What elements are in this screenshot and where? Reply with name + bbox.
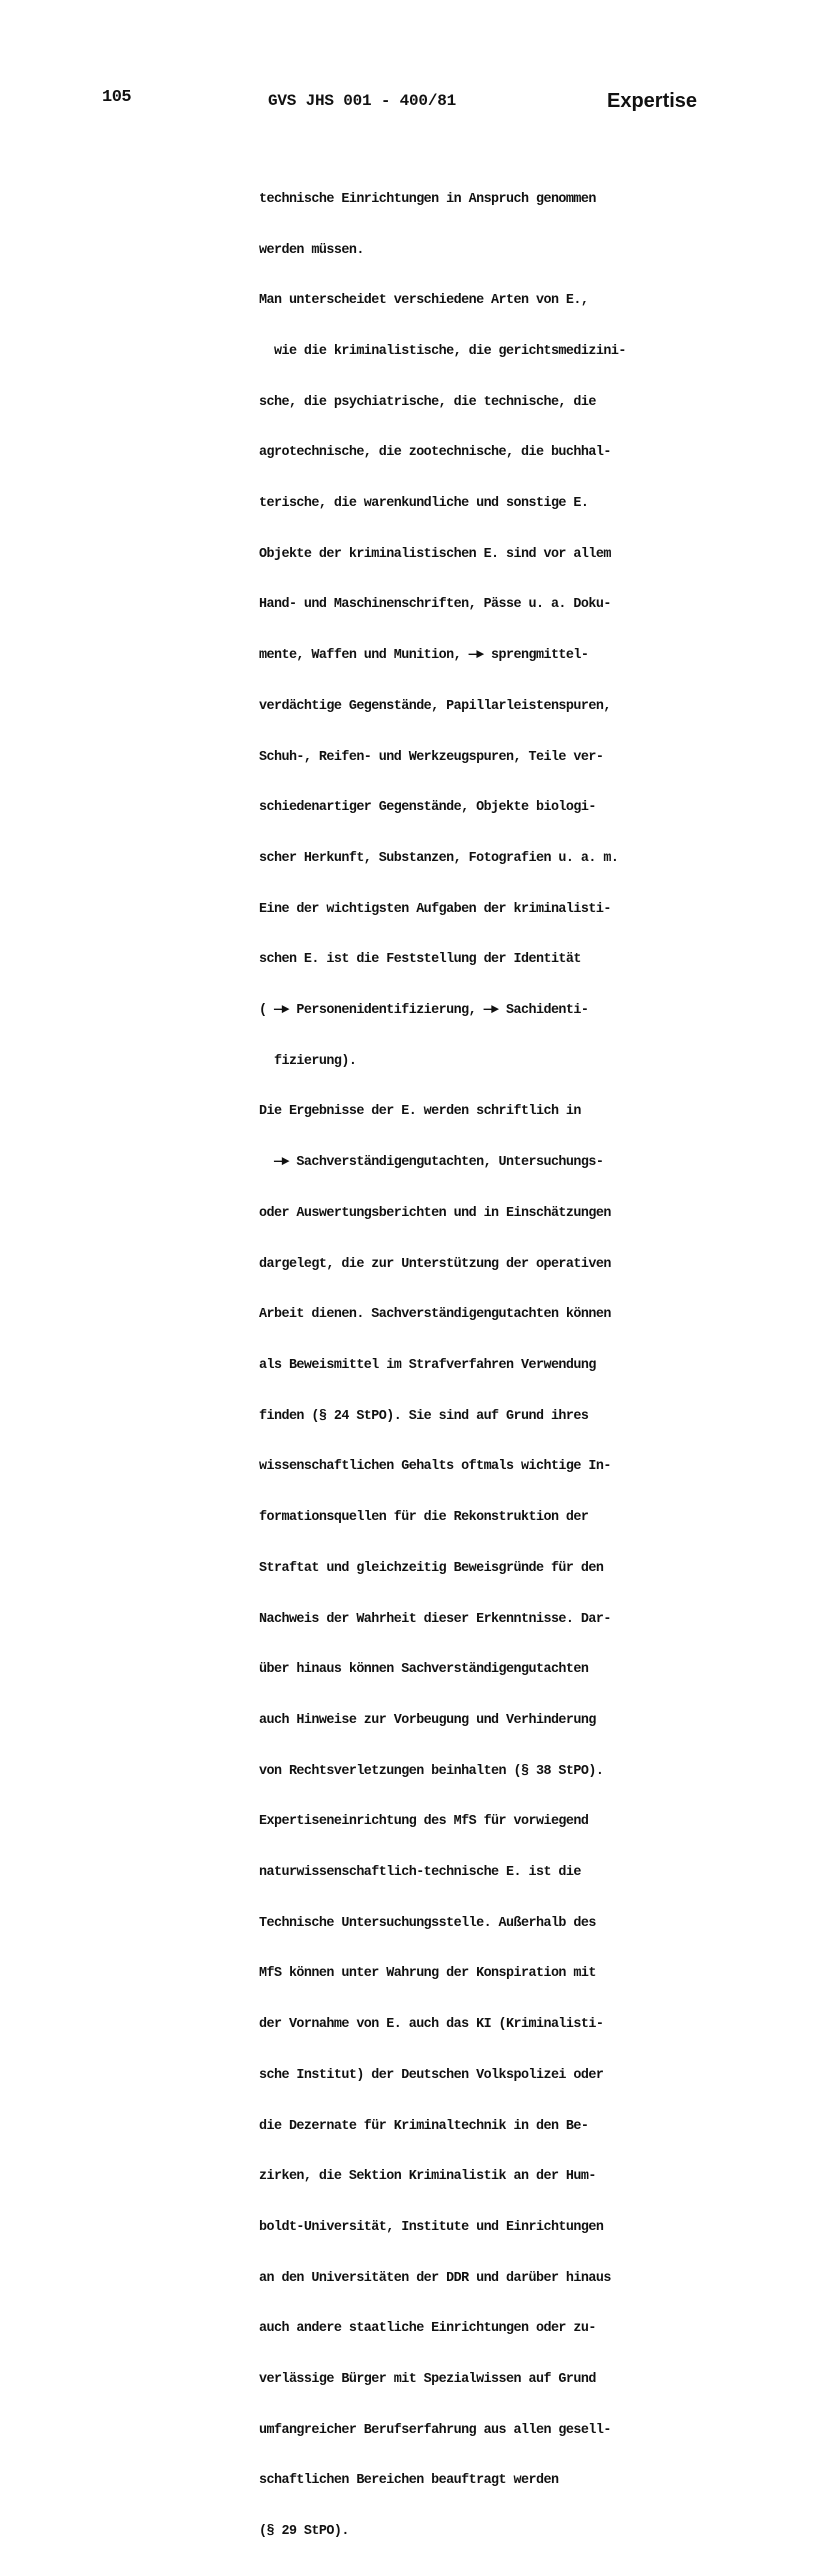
text-line: Expertiseneinrichtung des MfS für vorwiegend bbox=[259, 1814, 589, 1830]
text-line: Objekte der kriminalistischen E. sind vor allem bbox=[259, 546, 611, 562]
text-line: die Dezernate für Kriminaltechnik in den Be- bbox=[259, 2118, 589, 2134]
text-line: dargelegt, die zur Unterstützung der operativen bbox=[259, 1256, 611, 1272]
text-line: auch andere staatliche Einrichtungen oder zu- bbox=[259, 2321, 596, 2337]
text-line: von Rechtsverletzungen beinhalten (§ 38 StPO). bbox=[259, 1763, 604, 1779]
text-line: technische Einrichtungen in Anspruch genommen bbox=[259, 191, 596, 207]
text-line: ( —► Personenidentifizierung, —► Sachidenti- bbox=[259, 1003, 589, 1019]
text-line: fizierung). bbox=[259, 1053, 357, 1069]
text-line: über hinaus können Sachverständigengutachten bbox=[259, 1662, 589, 1678]
text-line: boldt-Universität, Institute und Einrichtungen bbox=[259, 2219, 604, 2235]
text-line: formationsquellen für die Rekonstruktion der bbox=[259, 1510, 589, 1526]
text-line: Hand- und Maschinenschriften, Pässe u. a. Doku- bbox=[259, 597, 611, 613]
text-line: Eine der wichtigsten Aufgaben der kriminalisti- bbox=[259, 901, 611, 917]
text-line: Man unterscheidet verschiedene Arten von E., bbox=[259, 293, 589, 309]
text-line: wie die kriminalistische, die gerichtsmedizini- bbox=[259, 343, 626, 359]
text-line: verdächtige Gegenstände, Papillarleistenspuren, bbox=[259, 698, 611, 714]
text-line: sche Institut) der Deutschen Volkspolizei oder bbox=[259, 2067, 604, 2083]
text-line: scher Herkunft, Substanzen, Fotografien u. a. m. bbox=[259, 850, 619, 866]
text-line: Technische Untersuchungsstelle. Außerhalb des bbox=[259, 1915, 596, 1931]
section-title: Expertise bbox=[607, 90, 698, 112]
text-line: verlässige Bürger mit Spezialwissen auf Grund bbox=[259, 2372, 596, 2388]
document-code: GVS JHS 001 - 400/81 bbox=[268, 92, 457, 110]
text-line: werden müssen. bbox=[259, 242, 364, 258]
text-line: umfangreicher Berufserfahrung aus allen gesell- bbox=[259, 2422, 611, 2438]
text-line: —► Sachverständigengutachten, Untersuchungs- bbox=[259, 1155, 604, 1171]
text-line: agrotechnische, die zootechnische, die buchhal- bbox=[259, 445, 611, 461]
text-line: sche, die psychiatrische, die technische, die bbox=[259, 394, 596, 410]
text-line: wissenschaftlichen Gehalts oftmals wichtige In- bbox=[259, 1459, 611, 1475]
text-line: als Beweismittel im Strafverfahren Verwendung bbox=[259, 1357, 596, 1373]
text-line: zirken, die Sektion Kriminalistik an der Hum- bbox=[259, 2169, 596, 2185]
page-number: 105 bbox=[102, 88, 132, 107]
text-line: oder Auswertungsberichten und in Einschätzungen bbox=[259, 1205, 611, 1221]
body-text bbox=[259, 158, 749, 2558]
text-line: MfS können unter Wahrung der Konspiration mit bbox=[259, 1966, 596, 1982]
text-line: auch Hinweise zur Vorbeugung und Verhinderung bbox=[259, 1712, 596, 1728]
text-line: schaftlichen Bereichen beauftragt werden bbox=[259, 2473, 559, 2489]
text-line: Nachweis der Wahrheit dieser Erkenntnisse. Dar- bbox=[259, 1611, 611, 1627]
text-line: schen E. ist die Feststellung der Identität bbox=[259, 952, 581, 968]
text-line: Die Ergebnisse der E. werden schriftlich in bbox=[259, 1104, 581, 1120]
text-line: der Vornahme von E. auch das KI (Kriminalisti- bbox=[259, 2017, 604, 2033]
text-line: Straftat und gleichzeitig Beweisgründe für den bbox=[259, 1560, 604, 1576]
text-line: Arbeit dienen. Sachverständigengutachten können bbox=[259, 1307, 611, 1323]
text-line: schiedenartiger Gegenstände, Objekte biologi- bbox=[259, 800, 596, 816]
text-line: (§ 29 StPO). bbox=[259, 2524, 349, 2540]
text-line: naturwissenschaftlich-technische E. ist die bbox=[259, 1865, 581, 1881]
text-line: terische, die warenkundliche und sonstige E. bbox=[259, 496, 589, 512]
text-line: an den Universitäten der DDR und darüber hinaus bbox=[259, 2270, 611, 2286]
text-line: Schuh-, Reifen- und Werkzeugspuren, Teile ver- bbox=[259, 749, 604, 765]
text-line: mente, Waffen und Munition, —► sprengmittel- bbox=[259, 648, 589, 664]
text-line: finden (§ 24 StPO). Sie sind auf Grund ihres bbox=[259, 1408, 589, 1424]
